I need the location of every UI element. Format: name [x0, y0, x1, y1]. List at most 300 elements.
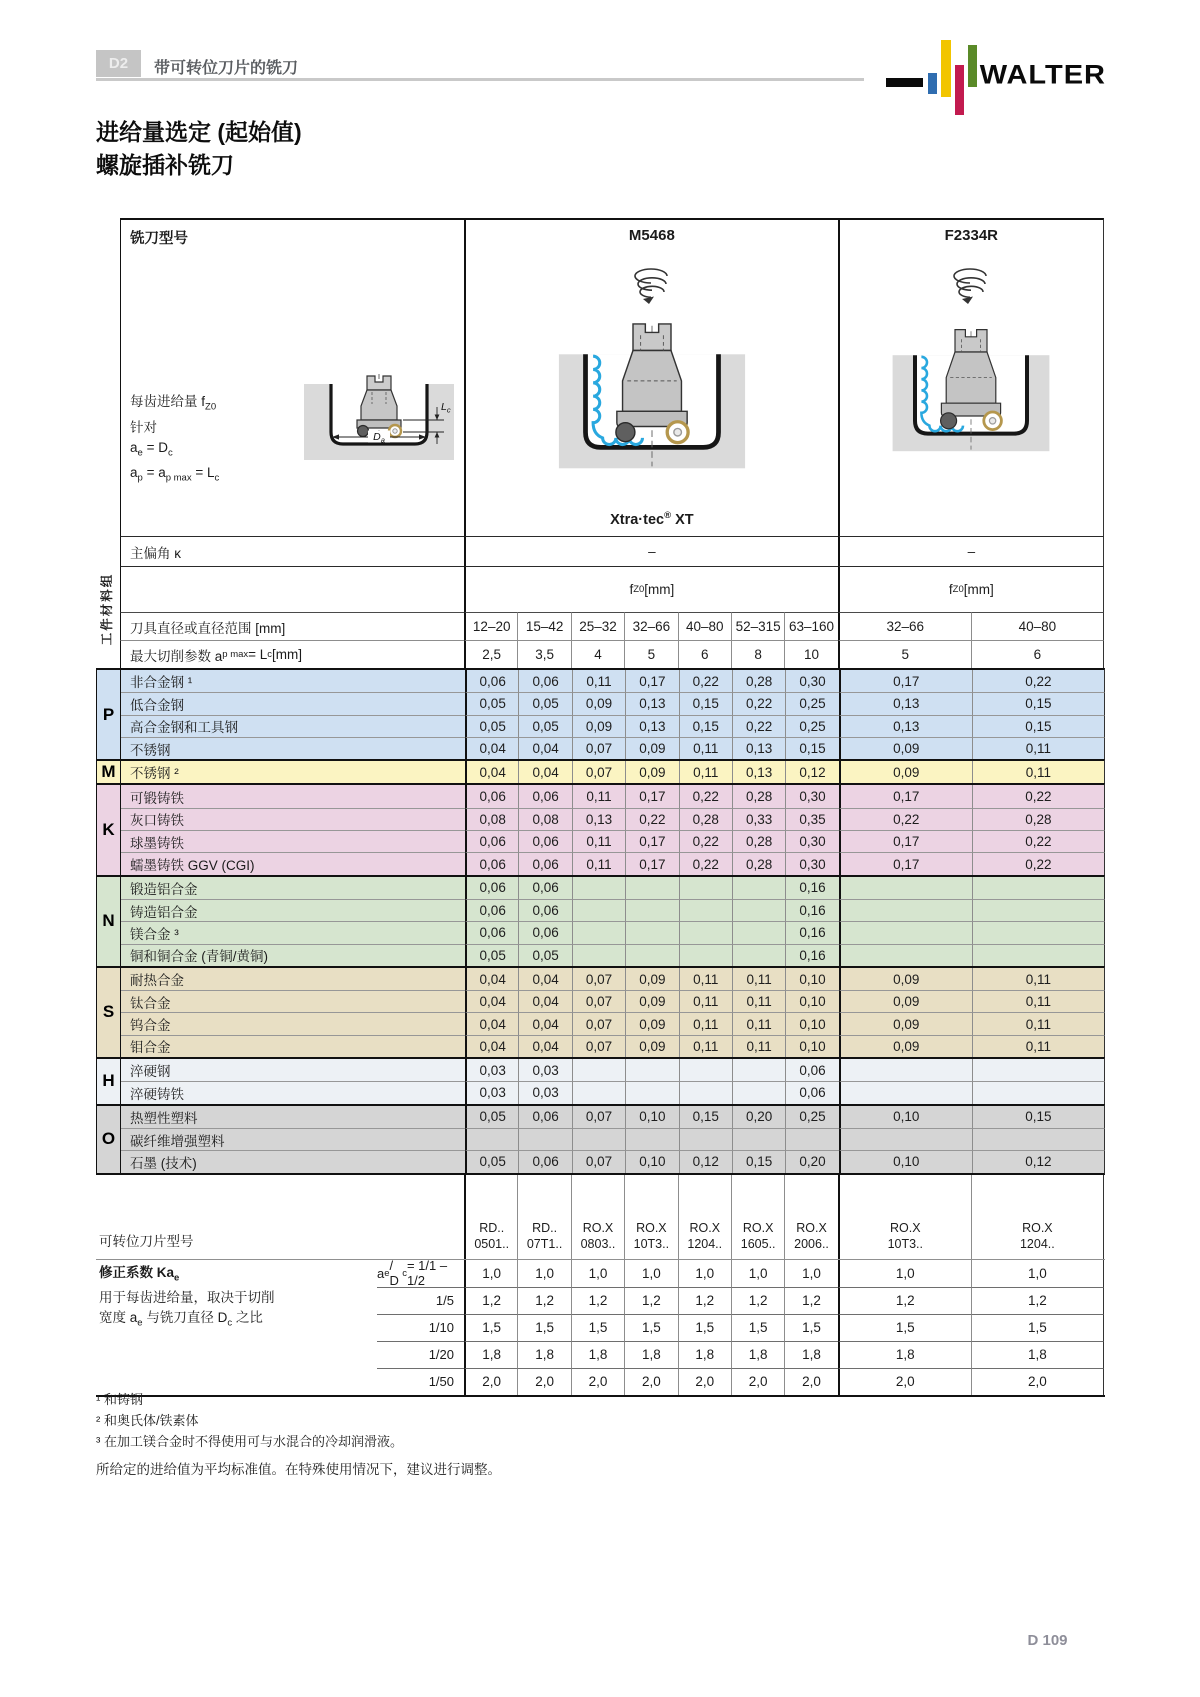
feed-value-cell	[625, 1128, 678, 1150]
feed-value-cell	[572, 1059, 625, 1081]
feed-value-cell: 0,06	[518, 852, 571, 874]
correction-factor-section	[96, 1260, 1105, 1397]
logo-red-bar-icon	[955, 65, 964, 115]
feed-value-cell: 0,15	[972, 715, 1105, 737]
feed-value-cell: 0,35	[785, 808, 838, 830]
correction-value-cell: 1,8	[784, 1341, 837, 1368]
material-feed-matrix	[96, 668, 1105, 1175]
feed-value-cell: 0,11	[679, 990, 732, 1012]
feed-value-cell	[732, 877, 785, 899]
gutter-cell	[96, 612, 120, 640]
feed-value-cell	[518, 1128, 571, 1150]
footnote-1: ¹ 和铸钢	[96, 1392, 143, 1407]
depth-dimension-label: $L_c$	[441, 401, 451, 415]
approach-angle-value-m5468: –	[464, 536, 838, 566]
feed-value-cell	[572, 899, 625, 921]
feed-value-cell: 0,30	[785, 852, 838, 874]
correction-value-cell: 2,0	[624, 1368, 677, 1395]
feed-value-cell: 0,03	[465, 1059, 518, 1081]
feed-value-cell: 0,09	[839, 968, 972, 990]
feed-value-cell	[839, 899, 972, 921]
feed-value-cell	[625, 944, 678, 966]
helix-arrow-icon	[621, 268, 683, 316]
diameter-range-cell: 52–315	[731, 612, 784, 640]
material-label: 蠕墨铸铁 GGV (CGI)	[121, 852, 465, 874]
apmax-value-cell: 6	[678, 640, 731, 668]
model-m5468: M5468	[464, 218, 838, 252]
feed-value-cell: 0,11	[679, 737, 732, 759]
feed-value-cell: 0,16	[785, 899, 838, 921]
cutter-model-label: 铣刀型号	[120, 218, 464, 252]
feed-value-cell: 0,06	[465, 830, 518, 852]
feed-value-cell	[972, 1059, 1105, 1081]
correction-value-cell: 2,0	[784, 1368, 837, 1395]
feed-value-cell	[679, 944, 732, 966]
feed-value-cell: 0,05	[518, 692, 571, 714]
feed-value-cell: 0,10	[625, 1150, 678, 1172]
feed-value-cell: 0,04	[518, 968, 571, 990]
feed-value-cell: 0,17	[839, 830, 972, 852]
feed-value-cell: 0,07	[572, 1035, 625, 1057]
feed-value-cell: 0,10	[785, 1035, 838, 1057]
feed-value-cell: 0,25	[785, 692, 838, 714]
correction-value-cell: 1,5	[731, 1314, 784, 1341]
diameter-range-row	[96, 612, 1105, 640]
correction-value-cell: 1,2	[971, 1287, 1104, 1314]
logo-green-bar-icon	[968, 45, 977, 87]
walter-logo	[886, 42, 1106, 108]
correction-value-cell: 1,2	[678, 1287, 731, 1314]
feed-value-cell: 0,06	[518, 877, 571, 899]
feed-value-cell: 0,13	[572, 808, 625, 830]
material-label: 钨合金	[121, 1012, 465, 1034]
feed-value-cell: 0,11	[572, 785, 625, 807]
feed-value-cell: 0,09	[625, 1035, 678, 1057]
feed-value-cell: 0,04	[465, 968, 518, 990]
feed-value-cell: 0,17	[625, 670, 678, 692]
page-title-line1: 进给量选定 (起始值)	[96, 119, 302, 145]
f2334r-image-cell	[838, 252, 1104, 536]
feed-value-cell: 0,11	[972, 761, 1105, 783]
feed-value-cell: 0,16	[785, 921, 838, 943]
feed-value-cell: 0,06	[465, 785, 518, 807]
feed-value-cell	[732, 944, 785, 966]
feed-value-cell: 0,05	[465, 1106, 518, 1128]
feed-value-cell: 0,15	[679, 715, 732, 737]
diameter-range-cell: 25–32	[571, 612, 624, 640]
feed-condition-notes	[130, 392, 219, 489]
feed-value-cell: 0,30	[785, 785, 838, 807]
feed-value-cell: 0,17	[625, 852, 678, 874]
feed-value-cell: 0,13	[625, 715, 678, 737]
material-label: 石墨 (技术)	[121, 1150, 465, 1172]
feed-value-cell: 0,07	[572, 990, 625, 1012]
correction-value-cell: 2,0	[731, 1368, 784, 1395]
diameter-range-cell: 40–80	[971, 612, 1104, 640]
feed-value-cell: 0,09	[572, 692, 625, 714]
feed-value-cell: 0,30	[785, 670, 838, 692]
feed-value-cell: 0,22	[732, 692, 785, 714]
feed-value-cell: 0,04	[518, 737, 571, 759]
feed-note-line: $a_p = a_{p max} = L_c$	[130, 465, 220, 485]
feed-value-cell: 0,06	[785, 1059, 838, 1081]
feed-value-cell: 0,11	[679, 1012, 732, 1034]
cutter-image-row	[96, 252, 1105, 536]
feed-value-cell: 0,28	[679, 808, 732, 830]
feed-value-cell: 0,05	[518, 715, 571, 737]
group-letter-cell: O	[97, 1106, 121, 1173]
correction-value-cell: 1,5	[784, 1314, 837, 1341]
material-group-H	[96, 1057, 1105, 1104]
insert-code-cell: RO.X 1204..	[678, 1175, 731, 1259]
correction-value-cell: 1,5	[517, 1314, 570, 1341]
m5468-image-cell	[464, 252, 838, 536]
feed-value-cell: 0,13	[625, 692, 678, 714]
feed-value-cell: 0,09	[572, 715, 625, 737]
feed-value-cell	[572, 1081, 625, 1103]
ae-dc-ratio-cell: 1/20	[377, 1341, 464, 1368]
feed-value-cell: 0,11	[572, 830, 625, 852]
diameter-range-label: 刀具直径或直径范围 [mm]	[120, 612, 464, 640]
feed-value-cell: 0,09	[625, 990, 678, 1012]
insert-code-cell: RO.X 1605..	[731, 1175, 784, 1259]
material-group-M	[96, 759, 1105, 783]
feed-value-cell: 0,04	[465, 990, 518, 1012]
correction-value-cell: 1,2	[571, 1287, 624, 1314]
feed-value-cell: 0,05	[465, 944, 518, 966]
feed-value-cell: 0,04	[518, 1035, 571, 1057]
material-label: 非合金钢 ¹	[130, 675, 193, 691]
feed-value-cell	[839, 1128, 972, 1150]
feed-value-cell: 0,09	[839, 1012, 972, 1034]
general-note: 所给定的进给值为平均标准值。在特殊使用情况下，建议进行调整。	[96, 1462, 501, 1477]
approach-angle-row	[96, 536, 1105, 566]
correction-value-cell: 1,0	[971, 1260, 1104, 1287]
feed-value-cell: 0,10	[785, 968, 838, 990]
material-group-S	[96, 966, 1105, 1057]
correction-value-cell: 2,0	[971, 1368, 1104, 1395]
feed-value-cell: 0,04	[518, 761, 571, 783]
correction-value-cell: 1,5	[571, 1314, 624, 1341]
correction-value-cell: 1,5	[464, 1314, 517, 1341]
insert-code-cell: RO.X 10T3..	[624, 1175, 677, 1259]
feed-value-cell: 0,06	[518, 785, 571, 807]
feed-value-cell: 0,17	[839, 670, 972, 692]
feed-value-cell: 0,07	[572, 968, 625, 990]
feed-value-cell: 0,11	[572, 670, 625, 692]
logo-blue-bar-icon	[928, 73, 937, 94]
feed-value-cell: 0,07	[572, 761, 625, 783]
feed-value-cell: 0,04	[465, 737, 518, 759]
ae-dc-ratio-cell: 1/10	[377, 1314, 464, 1341]
apmax-value-cell: 4	[571, 640, 624, 668]
feed-value-cell: 0,05	[465, 692, 518, 714]
correction-value-cell: 1,0	[678, 1260, 731, 1287]
correction-value-cell: 1,8	[678, 1341, 731, 1368]
material-label: 不锈钢	[121, 737, 465, 759]
feed-value-cell: 0,28	[732, 852, 785, 874]
feed-value-cell	[625, 921, 678, 943]
feed-value-cell	[972, 1081, 1105, 1103]
feed-value-cell: 0,22	[972, 852, 1105, 874]
diameter-range-cell: 32–66	[838, 612, 971, 640]
feed-value-cell: 0,22	[839, 808, 972, 830]
feed-value-cell	[679, 1059, 732, 1081]
feed-value-cell	[732, 1081, 785, 1103]
feed-value-cell: 0,22	[679, 670, 732, 692]
diameter-range-cell: 63–160	[784, 612, 837, 640]
feed-value-cell: 0,06	[465, 670, 518, 692]
apmax-value-cell: 5	[838, 640, 971, 668]
feed-value-cell: 0,10	[785, 1012, 838, 1034]
series-label: Xtra·tec® XT	[610, 510, 694, 528]
apmax-label: 最大切削参数 a p max = L c [mm]	[120, 640, 464, 668]
correction-value-cell: 2,0	[678, 1368, 731, 1395]
cutter-model-row	[96, 218, 1105, 252]
insert-code-cell: RO.X 10T3..	[838, 1175, 971, 1259]
feed-value-cell: 0,09	[625, 1012, 678, 1034]
gutter-cell	[96, 566, 120, 612]
correction-value-cell: 2,0	[464, 1368, 517, 1395]
feed-value-cell: 0,17	[839, 852, 972, 874]
feed-value-cell: 0,11	[972, 990, 1105, 1012]
material-label: 钛合金	[121, 990, 465, 1012]
fz0-label-spacer	[120, 566, 464, 612]
feed-value-cell	[679, 1081, 732, 1103]
feed-value-cell: 0,07	[572, 1106, 625, 1128]
feed-value-cell: 0,15	[972, 692, 1105, 714]
feed-value-cell	[839, 921, 972, 943]
material-group-P	[96, 668, 1105, 759]
material-label: 高合金钢和工具钢	[121, 715, 465, 737]
gutter-cell	[96, 640, 120, 668]
feed-value-cell	[732, 1059, 785, 1081]
feed-value-cell: 0,15	[679, 1106, 732, 1128]
feed-value-cell: 0,17	[625, 785, 678, 807]
feed-value-cell: 0,03	[518, 1081, 571, 1103]
correction-value-cell: 1,2	[731, 1287, 784, 1314]
feed-value-cell: 0,13	[732, 737, 785, 759]
material-label: 低合金钢	[121, 692, 465, 714]
group-letter-cell: N	[97, 877, 121, 966]
page-number: D 109	[1027, 1632, 1068, 1649]
feed-value-cell: 0,11	[679, 968, 732, 990]
feed-value-cell: 0,11	[732, 1035, 785, 1057]
feed-value-cell: 0,12	[972, 1150, 1105, 1172]
material-label: 不锈钢 ²	[130, 766, 179, 782]
correction-value-cell: 1,0	[731, 1260, 784, 1287]
insert-model-label: 可转位刀片型号	[99, 1233, 194, 1249]
correction-value-cell: 1,8	[624, 1341, 677, 1368]
feed-value-cell: 0,08	[518, 808, 571, 830]
feed-value-cell: 0,28	[972, 808, 1105, 830]
milling-cutter-dimension-diagram	[304, 374, 454, 466]
feed-value-cell: 0,09	[839, 761, 972, 783]
diameter-range-cell: 40–80	[678, 612, 731, 640]
ae-dc-ratio-cell: 1/50	[377, 1368, 464, 1395]
gutter-cell	[96, 218, 120, 252]
feed-value-cell: 0,10	[839, 1106, 972, 1128]
insert-code-cell: RO.X 1204..	[971, 1175, 1104, 1259]
feed-value-cell: 0,22	[679, 852, 732, 874]
feed-value-cell	[972, 944, 1105, 966]
feed-value-cell: 0,09	[625, 968, 678, 990]
insert-code-cell: RD.. 0501..	[464, 1175, 517, 1259]
feed-value-cell: 0,25	[785, 715, 838, 737]
feed-value-cell	[972, 899, 1105, 921]
page-title-line2: 螺旋插补铣刀	[96, 152, 234, 178]
correction-value-cell: 2,0	[838, 1368, 971, 1395]
feed-value-cell: 0,16	[785, 877, 838, 899]
correction-value-cell: 2,0	[517, 1368, 570, 1395]
apmax-value-cell: 5	[624, 640, 677, 668]
fz0-unit-row	[96, 566, 1105, 612]
feed-value-cell: 0,06	[465, 921, 518, 943]
feed-value-cell	[732, 1128, 785, 1150]
material-label: 碳纤维增强塑料	[121, 1128, 465, 1150]
feed-value-cell: 0,22	[679, 830, 732, 852]
material-group-axis-label: 工件材料组	[100, 572, 114, 646]
f2334r-cutter-image	[891, 328, 1051, 456]
feed-value-cell	[839, 1081, 972, 1103]
feed-value-cell: 0,11	[972, 1012, 1105, 1034]
feed-value-cell	[839, 944, 972, 966]
material-label: 镁合金 ³	[121, 921, 465, 943]
feed-value-cell: 0,04	[518, 1012, 571, 1034]
feed-value-cell	[732, 921, 785, 943]
feed-value-cell: 0,06	[518, 899, 571, 921]
correction-value-cell: 1,8	[838, 1341, 971, 1368]
feed-value-cell: 0,11	[972, 737, 1105, 759]
feed-value-cell: 0,15	[972, 1106, 1105, 1128]
feed-value-cell	[572, 1128, 625, 1150]
approach-angle-label: 主偏角 κ	[120, 536, 464, 566]
feed-value-cell: 0,30	[785, 830, 838, 852]
material-label: 铜和铜合金 (青铜/黄铜)	[121, 944, 465, 966]
gutter-cell	[96, 252, 120, 536]
insert-code-cell: RD.. 07T1..	[517, 1175, 570, 1259]
correction-value-cell: 1,8	[731, 1341, 784, 1368]
correction-value-cell: 1,8	[571, 1341, 624, 1368]
feed-value-cell: 0,28	[732, 670, 785, 692]
feed-value-cell: 0,05	[465, 715, 518, 737]
helix-arrow-icon	[940, 268, 1002, 316]
feed-value-cell: 0,13	[839, 692, 972, 714]
feed-value-cell: 0,06	[518, 1150, 571, 1172]
feed-value-cell	[732, 899, 785, 921]
section-code-badge: D2	[96, 50, 141, 77]
fz0-unit-f2334r: f Z0 [mm]	[838, 566, 1104, 612]
feed-value-cell: 0,11	[732, 1012, 785, 1034]
footnote-2: ² 和奥氏体/铁素体	[96, 1413, 199, 1428]
model-f2334r: F2334R	[838, 218, 1104, 252]
feed-value-cell: 0,09	[839, 737, 972, 759]
feed-selection-table	[96, 218, 1105, 1397]
feed-value-cell: 0,28	[732, 830, 785, 852]
correction-value-cell: 1,0	[464, 1260, 517, 1287]
feed-value-cell: 0,04	[465, 761, 518, 783]
correction-value-cell: 1,0	[624, 1260, 677, 1287]
feed-note-line: 针对	[130, 419, 157, 435]
feed-value-cell: 0,06	[465, 899, 518, 921]
feed-note-line: 每齿进给量 $f_{Z0}$	[130, 394, 217, 413]
feed-note-line: $a_e = D_c$	[130, 439, 173, 459]
feed-value-cell: 0,11	[972, 1035, 1105, 1057]
feed-value-cell: 0,33	[732, 808, 785, 830]
feed-value-cell: 0,04	[465, 1035, 518, 1057]
correction-factor-label: 修正系数 $Ka_e$ 用于每齿进给量，取决于切削 宽度 $a_e$ 与铣刀直径 $D_c$ 之比	[99, 1264, 275, 1329]
feed-value-cell: 0,09	[839, 1035, 972, 1057]
feed-value-cell	[572, 944, 625, 966]
feed-value-cell: 0,22	[972, 785, 1105, 807]
feed-value-cell: 0,22	[972, 830, 1105, 852]
correction-value-cell: 1,2	[517, 1287, 570, 1314]
feed-value-cell	[625, 1081, 678, 1103]
feed-value-cell: 0,09	[625, 761, 678, 783]
feed-value-cell	[972, 1128, 1105, 1150]
feed-value-cell: 0,06	[518, 1106, 571, 1128]
feed-value-cell: 0,16	[785, 944, 838, 966]
group-letter-cell: S	[97, 968, 121, 1057]
feed-value-cell: 0,17	[839, 785, 972, 807]
feed-value-cell: 0,10	[785, 990, 838, 1012]
material-label: 淬硬铸铁	[121, 1081, 465, 1103]
feed-value-cell	[679, 921, 732, 943]
feed-value-cell	[785, 1128, 838, 1150]
feed-value-cell	[572, 921, 625, 943]
feed-value-cell	[465, 1128, 518, 1150]
ae-dc-ratio-cell: 1/5	[377, 1287, 464, 1314]
feed-value-cell: 0,15	[732, 1150, 785, 1172]
feed-value-cell: 0,08	[465, 808, 518, 830]
fz0-unit-m5468: f Z0 [mm]	[464, 566, 838, 612]
brand-name: WALTER	[979, 59, 1106, 90]
footnotes	[96, 1389, 403, 1452]
apmax-value-cell: 10	[784, 640, 837, 668]
feed-value-cell: 0,11	[972, 968, 1105, 990]
apmax-value-cell: 6	[971, 640, 1104, 668]
correction-value-cell: 1,2	[838, 1287, 971, 1314]
feed-value-cell: 0,20	[785, 1150, 838, 1172]
feed-value-cell	[972, 921, 1105, 943]
feed-value-cell: 0,06	[518, 921, 571, 943]
group-letter-cell: M	[97, 761, 121, 783]
feed-value-cell: 0,13	[839, 715, 972, 737]
feed-value-cell	[625, 877, 678, 899]
group-letter-cell: K	[97, 785, 121, 874]
correction-value-cell: 1,0	[517, 1260, 570, 1287]
correction-value-cell: 1,5	[678, 1314, 731, 1341]
correction-value-cell: 1,5	[838, 1314, 971, 1341]
feed-value-cell: 0,28	[732, 785, 785, 807]
m5468-cutter-image	[557, 322, 747, 474]
correction-value-cell: 2,0	[571, 1368, 624, 1395]
feed-value-cell: 0,25	[785, 1106, 838, 1128]
feed-value-cell	[679, 1128, 732, 1150]
material-label: 可锻铸铁	[130, 790, 184, 806]
material-label: 耐热合金	[130, 973, 184, 988]
correction-value-cell: 1,8	[464, 1341, 517, 1368]
material-group-K	[96, 783, 1105, 874]
feed-value-cell: 0,05	[518, 944, 571, 966]
insert-code-cell: RO.X 0803..	[571, 1175, 624, 1259]
feed-value-cell: 0,11	[679, 1035, 732, 1057]
feed-value-cell: 0,06	[465, 877, 518, 899]
correction-value-cell: 1,2	[464, 1287, 517, 1314]
feed-value-cell: 0,07	[572, 737, 625, 759]
correction-value-cell: 1,5	[624, 1314, 677, 1341]
feed-value-cell: 0,17	[625, 830, 678, 852]
